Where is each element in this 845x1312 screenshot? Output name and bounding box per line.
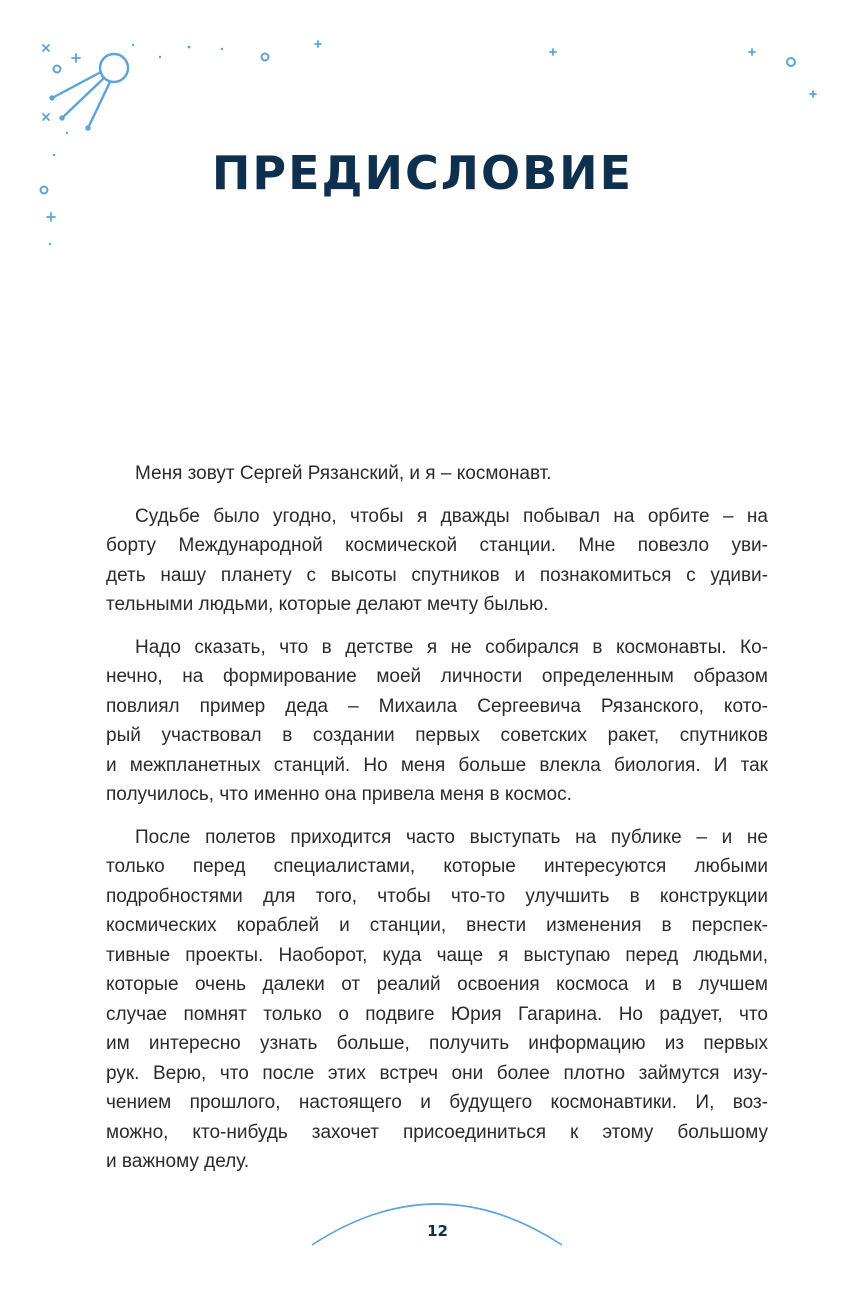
text-line: и межпланетных станций. Но меня больше влекла биология. И так — [106, 754, 768, 776]
text-line: можно, кто-нибудь захочет присоединиться к этому большому — [106, 1121, 768, 1143]
text-line: рук. Верю, что после этих встреч они более плотно займутся изу- — [106, 1062, 768, 1084]
page-number: 12 — [427, 1222, 448, 1240]
text-line: только перед специалистами, которые интересуются любыми — [106, 856, 768, 877]
text-line: подробностями для того, чтобы что-то улучшить в конструкции — [106, 885, 768, 907]
text-line: чением прошлого, настоящего и будущего космонавтики. И, воз- — [106, 1092, 768, 1113]
foreword-body — [106, 459, 768, 1190]
star-icon — [43, 45, 49, 120]
sputnik-icon — [51, 54, 129, 130]
text-line: получилось, что именно она привела меня в космос. — [106, 784, 572, 805]
text-line: рый участвовал в создании первых советских ракет, спутников — [106, 725, 768, 746]
text-line: деть нашу планету с высоты спутников и познакомиться с удиви- — [106, 564, 768, 586]
paragraph-2 — [106, 502, 768, 620]
text-line: борту Международной космической станции. Мне повезло уви- — [106, 535, 768, 556]
text-line: повлиял пример деда – Михаила Сергеевича Рязанского, кото- — [106, 695, 768, 717]
text-line: космических кораблей и станции, внести изменения в перспек- — [106, 915, 768, 936]
text-line: случае помнят только о подвиге Юрия Гагарина. Но радует, что — [106, 1003, 768, 1025]
paragraph-1 — [106, 459, 768, 489]
text-line: которые очень далеки от реалий освоения космоса и в лучшем — [106, 974, 768, 995]
text-line: После полетов приходится часто выступать на публике – и не — [135, 826, 768, 848]
text-line: Надо сказать, что в детстве я не собирался в космонавты. Ко- — [135, 636, 768, 658]
text-line: нечно, на формирование моей личности определенным образом — [106, 666, 768, 687]
text-line: тельными людьми, которые делают мечту былью. — [106, 594, 549, 615]
text-line: Судьбе было угодно, чтобы я дважды побывал на орбите – на — [135, 505, 768, 527]
page-title: ПРЕДИСЛОВИЕ — [211, 146, 634, 200]
text-line: и важному делу. — [106, 1151, 250, 1172]
paragraph-3 — [106, 633, 768, 810]
dot-star-icon — [49, 44, 223, 245]
paragraph-4 — [106, 823, 768, 1177]
text-line: им интересно узнать больше, получить информацию из первых — [106, 1033, 768, 1054]
text-line: тивные проекты. Наоборот, куда чаще я выступаю перед людьми, — [106, 944, 768, 966]
text-line: Меня зовут Сергей Рязанский, и я – космонавт. — [135, 463, 552, 484]
